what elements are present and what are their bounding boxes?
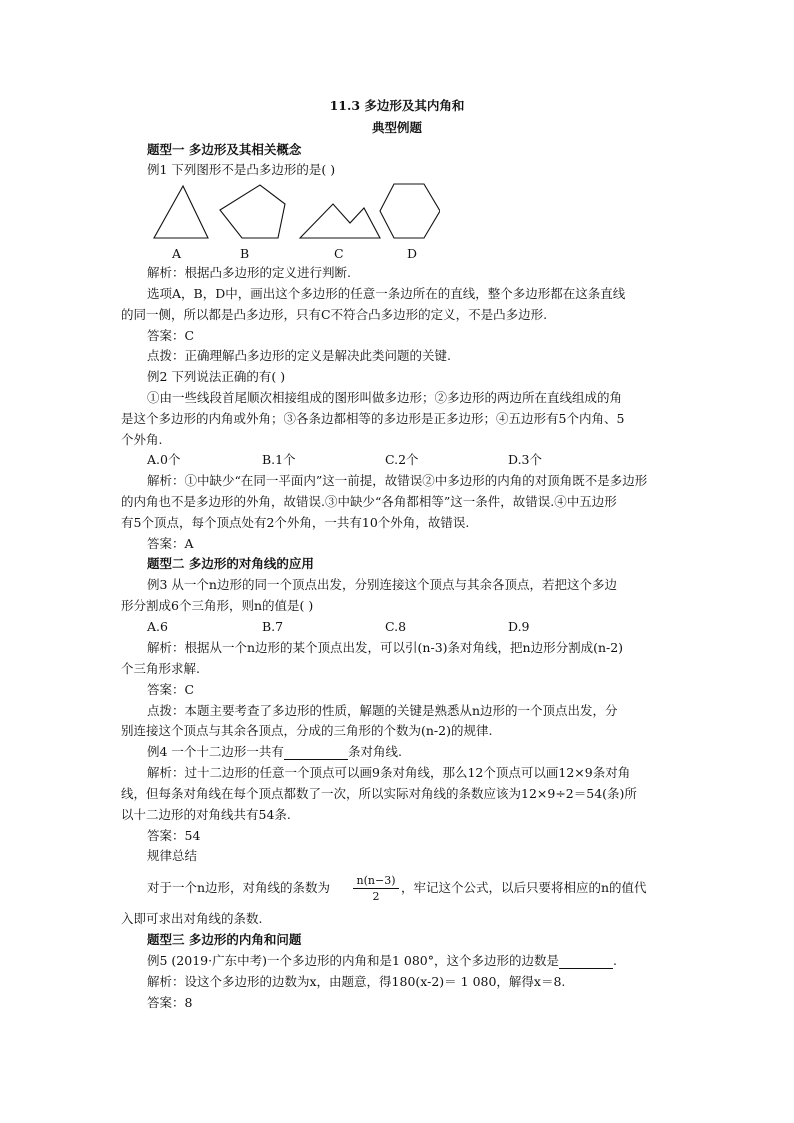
example-3-question-line: 例3 从一个n边形的同一个顶点出发，分别连接这个顶点与其余各顶点，若把这个多边	[147, 577, 617, 592]
example-3-answer: 答案：C	[147, 682, 195, 697]
example-3-tip-line: 别连接这个顶点与其余各顶点，分成的三角形的个数为(n-2)的规律.	[121, 723, 493, 738]
example-3-option-a: A.6	[147, 619, 168, 634]
section-1-title: 题型一 多边形及其相关概念	[147, 142, 302, 157]
example-3-option-d: D.9	[508, 619, 530, 634]
answer-blank	[559, 955, 613, 969]
example-2-analysis-line: 的内角也不是多边形的外角，故错误.③中缺少“各角都相等”这一条件，故错误.④中五边形	[121, 494, 617, 509]
example-2-analysis-line: 有5个顶点，每个顶点处有2个外角，一共有10个外角，故错误.	[121, 515, 470, 530]
shape-c-concave	[300, 204, 380, 238]
example-2-option-a: A.0个	[147, 452, 181, 467]
example-4-answer: 答案：54	[147, 828, 201, 843]
example-4-question-text: 例4 一个十二边形一共有	[147, 744, 284, 759]
example-1-detail-line: 选项A，B，D中，画出这个多边形的任意一条边所在的直线，整个多边形都在这条直线	[147, 286, 626, 301]
rule-summary-title: 规律总结	[147, 848, 198, 863]
fraction-numerator: n(n−3)	[353, 874, 399, 889]
example-4-analysis-line: 线，但每条对角线在每个顶点都数了一次，所以实际对角线的条数应该为12×9÷2＝54(条)所	[121, 786, 637, 801]
shape-d-hexagon	[380, 184, 440, 238]
example-3-analysis-line: 解析：根据从一个n边形的某个顶点出发，可以引(n-3)条对角线，把n边形分割成(n-2)	[147, 640, 624, 655]
shape-b-pentagon	[220, 185, 285, 238]
example-5-question	[147, 953, 617, 969]
example-5-question-suffix: .	[613, 953, 617, 968]
example-3-option-c: C.8	[385, 619, 407, 634]
example-5-analysis: 解析：设这个多边形的边数为x，由题意，得180(x-2)＝ 1 080，解得x＝8.	[147, 974, 566, 989]
rule-text-line: 入即可求出对角线的条数.	[121, 911, 263, 926]
section-3-title: 题型三 多边形的内角和问题	[147, 932, 302, 947]
rule-text-suffix: ，牢记这个公式，以后只要将相应的n的值代	[401, 880, 647, 895]
example-4-analysis-line: 解析：过十二边形的任意一个顶点可以画9条对角线，那么12个顶点可以画12×9条对角	[147, 765, 631, 780]
example-1-analysis: 解析：根据凸多边形的定义进行判断.	[147, 265, 351, 280]
example-4-question-suffix: 条对角线.	[347, 744, 402, 759]
example-4-question	[147, 744, 402, 760]
shape-a-triangle	[154, 186, 208, 238]
rule-text-prefix: 对于一个n边形，对角线的条数为	[147, 880, 331, 895]
example-2-statement-line: 是这个多边形的内角或外角；③各条边都相等的多边形是正多边形；④五边形有5个内角、5	[121, 411, 625, 426]
example-3-option-b: B.7	[262, 619, 284, 634]
example-2-statement-line: 个外角.	[121, 432, 163, 447]
example-1-detail-line: 的同一侧，所以都是凸多边形，只有C不符合凸多边形的定义，不是凸多边形.	[121, 307, 548, 322]
example-3-tip-line: 点拨：本题主要考查了多边形的性质，解题的关键是熟悉从n边形的一个顶点出发，分	[147, 703, 618, 718]
fraction-denominator: 2	[372, 890, 380, 903]
answer-blank	[284, 746, 348, 760]
subtitle: 典型例题	[371, 120, 422, 135]
example-1-tip: 点拨：正确理解凸多边形的定义是解决此类问题的关键.	[147, 348, 451, 363]
figure-label-d: D	[407, 246, 418, 261]
example-3-analysis-line: 个三角形求解.	[121, 661, 200, 676]
example-2-option-b: B.1个	[262, 452, 296, 467]
example-1-answer: 答案：C	[147, 328, 195, 343]
example-2-answer: 答案：A	[147, 536, 194, 551]
example-4-analysis-line: 以十二边形的对角线共有54条.	[121, 807, 291, 822]
example-2-analysis-line: 解析：①中缺少“在同一平面内”这一前提，故错误②中多边形的内角的对顶角既不是多边形	[147, 473, 648, 488]
figure-label-c: C	[334, 246, 344, 261]
example-2-option-c: C.2个	[385, 452, 419, 467]
figure-label-b: B	[240, 246, 250, 261]
title: 11.3 多边形及其内角和	[329, 98, 465, 113]
example-2-statement-line: ①由一些线段首尾顺次相接组成的图形叫做多边形；②多边形的两边所在直线组成的角	[147, 390, 623, 405]
example-5-answer: 答案：8	[147, 995, 193, 1010]
example-1-question: 例1 下列图形不是凸多边形的是( )	[147, 162, 336, 177]
figure-label-a: A	[172, 246, 182, 261]
section-2-title: 题型二 多边形的对角线的应用	[147, 556, 314, 571]
example-5-question-text: 例5 (2019·广东中考)一个多边形的内角和是1 080°，这个多边形的边数是	[147, 953, 560, 968]
diagonal-formula-fraction	[353, 874, 399, 903]
polygon-figures	[150, 180, 440, 268]
example-3-question-line: 形分割成6个三角形，则n的值是( )	[121, 598, 314, 613]
example-2-question: 例2 下列说法正确的有( )	[147, 369, 286, 384]
example-2-option-d: D.3个	[508, 452, 543, 467]
